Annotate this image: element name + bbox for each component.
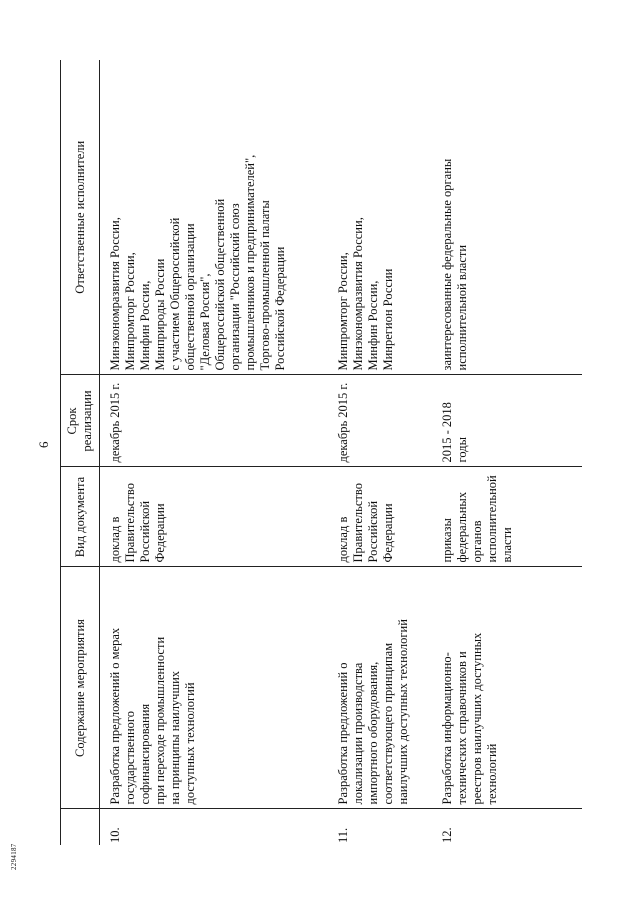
content-line: Разработка информационно- xyxy=(439,652,454,805)
row-executors xyxy=(432,60,582,375)
executor-line: общественной организации xyxy=(183,223,197,371)
row-doc-type xyxy=(100,467,328,567)
content-line: Разработка предложений о xyxy=(335,662,350,805)
row-term xyxy=(432,375,582,467)
row-executors xyxy=(100,60,328,375)
header-doc-type: Вид документа xyxy=(61,467,100,567)
table-header-row xyxy=(61,60,100,845)
executor-line: Минпромторг России, xyxy=(123,252,137,371)
executor-line: Общероссийской общественной xyxy=(213,198,227,371)
executor-line: промышленников и предпринимателей", xyxy=(243,154,257,371)
executor-line: Минприроды России xyxy=(153,258,167,371)
header-term-line: реализации xyxy=(80,390,94,452)
executor-line: с участием Общероссийской xyxy=(168,217,182,371)
doc-type-line: власти xyxy=(499,527,514,563)
doc-type-line: Российской xyxy=(365,500,380,563)
table-row xyxy=(432,60,582,845)
doc-type-line: Российской xyxy=(138,500,152,563)
content-line: локализации производства xyxy=(350,662,365,805)
row-number: 11. xyxy=(335,827,350,843)
rotated-table-container xyxy=(60,60,590,845)
doc-type-line: доклад в xyxy=(108,516,122,563)
row-number: 12. xyxy=(439,827,454,843)
content-line: доступных технологий xyxy=(183,682,197,805)
measures-table xyxy=(60,60,582,845)
row-term xyxy=(328,375,432,467)
content-line: софинансирования xyxy=(138,703,152,805)
term-line: декабрь 2015 г. xyxy=(108,382,122,463)
content-line: реестров наилучших доступных xyxy=(469,632,484,805)
doc-type-line: исполнительной xyxy=(484,475,499,563)
row-content xyxy=(432,567,582,809)
header-term xyxy=(61,375,100,467)
content-line: технологий xyxy=(484,743,499,805)
executor-line: Минэкономразвития России, xyxy=(108,217,122,371)
content-line: Разработка предложений о мерах xyxy=(108,627,122,805)
content-line: государственного xyxy=(123,711,137,805)
executor-line: Торгово-промышленной палаты xyxy=(258,200,272,371)
page-number: 6 xyxy=(36,441,51,448)
row-term xyxy=(100,375,328,467)
executor-line: Минпромторг России, xyxy=(335,252,350,371)
row-content xyxy=(328,567,432,809)
executor-line: исполнительной власти xyxy=(454,244,469,371)
executor-line: Минэкономразвития России, xyxy=(350,217,365,371)
row-executors xyxy=(328,60,432,375)
term-line: декабрь 2015 г. xyxy=(335,382,350,463)
doc-type-line: Федерации xyxy=(380,503,395,563)
content-line: импортного оборудования, xyxy=(365,661,380,805)
document-code: 2294187 xyxy=(10,843,18,870)
row-doc-type xyxy=(328,467,432,567)
content-line: соответствующего принципам xyxy=(380,642,395,805)
table-row xyxy=(100,60,328,845)
row-content xyxy=(100,567,328,809)
row-number: 10. xyxy=(108,827,122,843)
header-content: Содержание мероприятия xyxy=(61,567,100,809)
doc-type-line: доклад в xyxy=(335,516,350,563)
executor-line: "Деловая Россия", xyxy=(198,273,212,371)
row-doc-type xyxy=(432,467,582,567)
content-line: технических справочников и xyxy=(454,651,469,805)
executor-line: Минфин России, xyxy=(365,280,380,371)
executor-line: заинтересованные федеральные органы xyxy=(439,158,454,371)
executor-line: Минрегион России xyxy=(380,268,395,371)
content-line: наилучших доступных технологий xyxy=(395,619,410,805)
header-executors: Ответственные исполнители xyxy=(61,60,100,375)
doc-type-line: Федерации xyxy=(153,503,167,563)
table-row xyxy=(328,60,432,845)
doc-type-line: Правительство xyxy=(350,483,365,563)
executor-line: Российской Федерации xyxy=(273,246,287,371)
doc-type-line: федеральных xyxy=(454,491,469,563)
header-number xyxy=(61,809,100,845)
content-line: на принципы наилучших xyxy=(168,670,182,805)
term-line: годы xyxy=(454,437,469,463)
content-line: при переходе промышленности xyxy=(153,636,167,805)
term-line: 2015 - 2018 xyxy=(439,402,454,463)
executor-line: Минфин России, xyxy=(138,280,152,371)
doc-type-line: органов xyxy=(469,520,484,563)
executor-line: организации "Российский союз xyxy=(228,203,242,371)
doc-type-line: Правительство xyxy=(123,483,137,563)
header-term-line: Срок xyxy=(65,407,79,435)
doc-type-line: приказы xyxy=(439,518,454,563)
